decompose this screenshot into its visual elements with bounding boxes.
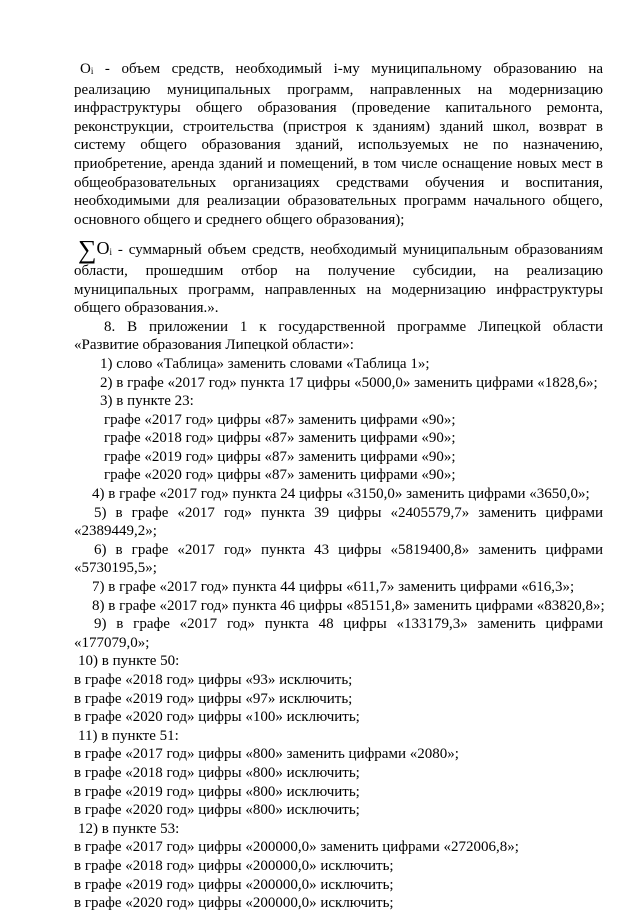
list-item: в графе «2020 год» цифры «100» исключить; bbox=[74, 709, 360, 726]
list-item: 11) в пункте 51: bbox=[78, 727, 179, 744]
list-item: 4) в графе «2017 год» пункта 24 цифры «3150,0» заменить цифрами «3650,0»; bbox=[92, 486, 590, 503]
list-item: 3) в пункте 23: bbox=[100, 393, 194, 410]
sum-subscript: i bbox=[109, 247, 113, 258]
list-item: 10) в пункте 50: bbox=[78, 653, 180, 670]
list-item: в графе «2019 год» цифры «200000,0» исключить; bbox=[74, 876, 394, 893]
list-item: в графе «2019 год» цифры «800» исключить; bbox=[74, 783, 360, 800]
list-item: 2) в графе «2017 год» пункта 17 цифры «5000,0» заменить цифрами «1828,6»; bbox=[100, 374, 598, 391]
oi-symbol: O bbox=[80, 61, 91, 77]
item-9-paragraph: 9) в графе «2017 год» пункта 48 цифры «133179,3» заменить цифрами «177079,0»; bbox=[74, 616, 603, 651]
document-page bbox=[74, 60, 603, 913]
sum-o-symbol: O bbox=[96, 238, 110, 259]
list-item: в графе «2020 год» цифры «200000,0» исключить; bbox=[74, 895, 394, 912]
list-item: 8) в графе «2017 год» пункта 46 цифры «85151,8» заменить цифрами «83820,8»; bbox=[92, 597, 605, 614]
item-8-paragraph: 8. В приложении 1 к государственной программе Липецкой области «Развитие образования Липецкой области»: bbox=[74, 318, 603, 354]
oi-subscript: i bbox=[90, 66, 94, 76]
list-item: графе «2020 год» цифры «87» заменить цифрами «90»; bbox=[104, 467, 456, 484]
list-item: в графе «2018 год» цифры «800» исключить; bbox=[74, 764, 360, 781]
list-item: в графе «2020 год» цифры «800» исключить; bbox=[74, 802, 360, 819]
list-item: в графе «2018 год» цифры «200000,0» исключить; bbox=[74, 857, 394, 874]
item-5-paragraph: 5) в графе «2017 год» пункта 39 цифры «2405579,7» заменить цифрами «2389449,2»; bbox=[74, 504, 603, 540]
list-item: графе «2019 год» цифры «87» заменить цифрами «90»; bbox=[104, 448, 456, 465]
oi-definition-text: - объем средств, необходимый i-му муниципальному образованию на реализацию муниципальных программ, направленных на модернизацию инфраструктуры общего образования (проведение капитального ремонта, реконструкции, строительства (пристроя к зданиям) зданий школ, возврат в систему общего образования зданий, используемых не по назначению, приобретение, аренда зданий и помещений, в том числе оснащение новых мест в общеобразовательных организациях средствами обучения и воспитания, необходимыми для реализации образовательных программ начального общего, основного общего и среднего общего образования); bbox=[74, 61, 603, 228]
list-item: в графе «2018 год» цифры «93» исключить; bbox=[74, 672, 353, 688]
oi-definition-paragraph bbox=[74, 60, 603, 229]
list-item: графе «2017 год» цифры «87» заменить цифрами «90»; bbox=[104, 411, 456, 428]
list-item: 1) слово «Таблица» заменить словами «Таблица 1»; bbox=[100, 355, 430, 372]
list-item: 12) в пункте 53: bbox=[78, 820, 180, 837]
item-6-paragraph: 6) в графе «2017 год» пункта 43 цифры «5819400,8» заменить цифрами «5730195,5»; bbox=[74, 541, 603, 577]
list-item: графе «2018 год» цифры «87» заменить цифрами «90»; bbox=[104, 430, 456, 447]
list-item: 7) в графе «2017 год» пункта 44 цифры «611,7» заменить цифрами «616,3»; bbox=[92, 579, 575, 596]
list-item: в графе «2017 год» цифры «200000,0» заменить цифрами «272006,8»; bbox=[74, 839, 519, 856]
sum-definition-text: - суммарный объем средств, необходимый муниципальным образованиям области, прошедшим отбор на получение субсидии, на реализацию муниципальных программ, направленных на модернизацию инфраструктуры общего образования.». bbox=[74, 242, 603, 317]
sum-definition-paragraph bbox=[74, 236, 603, 317]
list-item: в графе «2017 год» цифры «800» заменить цифрами «2080»; bbox=[74, 746, 459, 763]
sum-symbol: ∑ bbox=[78, 235, 97, 265]
list-item: в графе «2019 год» цифры «97» исключить; bbox=[74, 690, 353, 707]
